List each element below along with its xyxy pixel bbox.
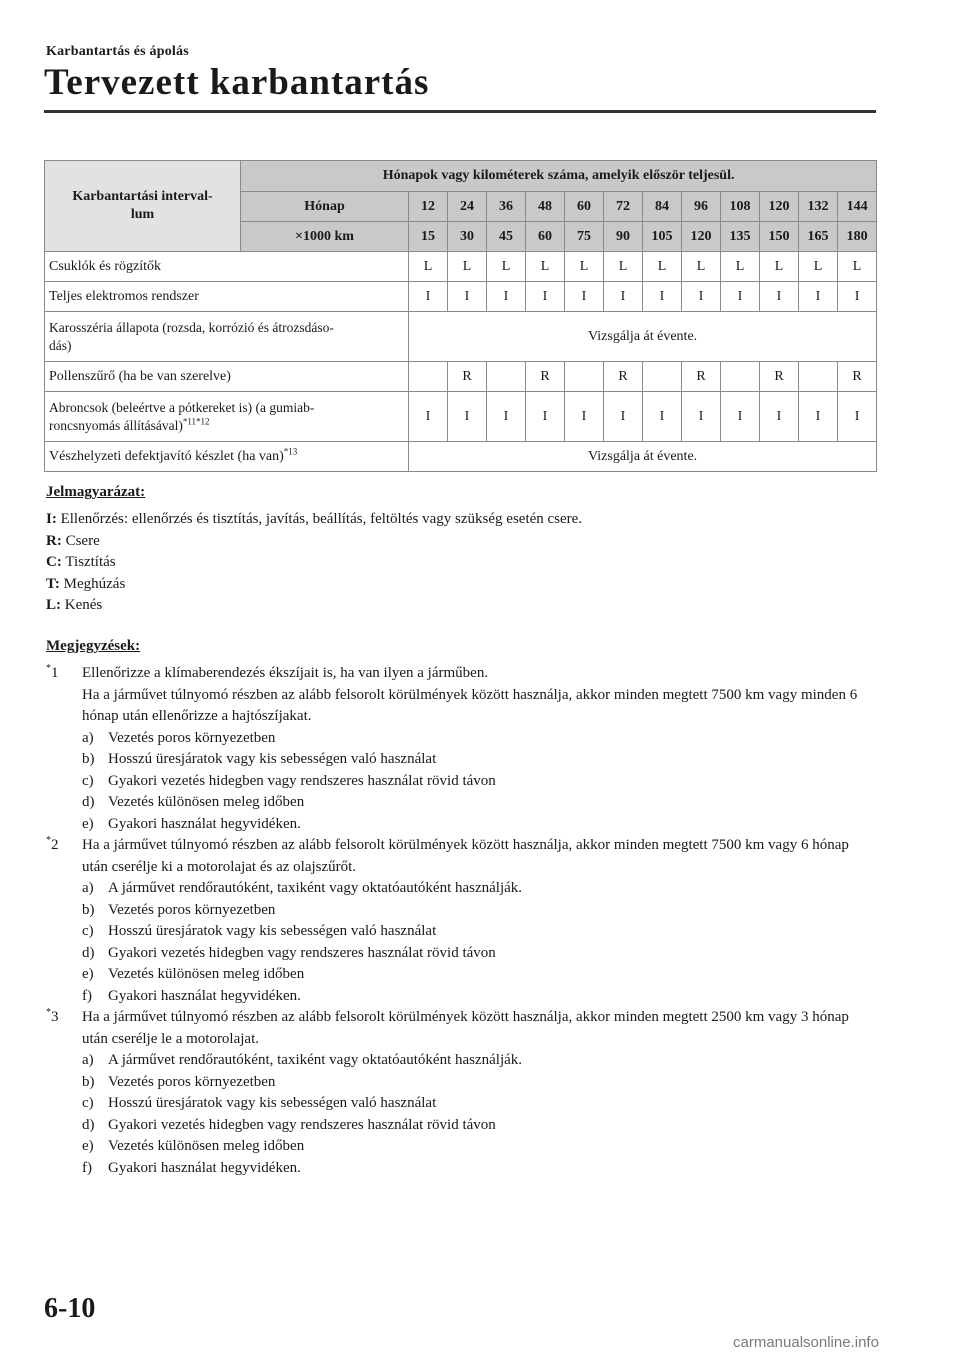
note-number xyxy=(46,835,59,857)
legend-item xyxy=(46,574,876,596)
sub-letter: f) xyxy=(82,1159,92,1176)
row-cell: R xyxy=(760,362,799,392)
note-number xyxy=(46,1007,59,1029)
row-cell: I xyxy=(604,392,643,442)
sub-text: Hosszú üresjáratok vagy kis sebességen való használat xyxy=(108,751,437,767)
km-value: 120 xyxy=(682,222,721,252)
legend-text: Kenés xyxy=(64,597,103,613)
table-row xyxy=(45,252,877,282)
month-value: 84 xyxy=(643,192,682,222)
legend-key: C: xyxy=(46,554,62,570)
km-value: 135 xyxy=(721,222,760,252)
table-row xyxy=(45,392,877,442)
sub-letter: b) xyxy=(82,901,95,918)
km-value: 180 xyxy=(838,222,877,252)
row-cell: I xyxy=(448,392,487,442)
month-value: 12 xyxy=(409,192,448,222)
row-cell: I xyxy=(838,282,877,312)
table-row xyxy=(45,282,877,312)
note-sub-item xyxy=(82,878,876,900)
km-value: 165 xyxy=(799,222,838,252)
note-star: * xyxy=(46,663,51,674)
sub-text: Gyakori használat hegyvidéken. xyxy=(108,815,301,832)
note-sub-item xyxy=(82,1115,876,1137)
row-span-text: Vizsgálja át évente. xyxy=(409,442,877,472)
km-value: 60 xyxy=(526,222,565,252)
footnote-marker: *13 xyxy=(283,445,298,456)
sub-letter: e) xyxy=(82,815,94,832)
row-cell: L xyxy=(799,252,838,282)
row-cell: I xyxy=(643,282,682,312)
sub-letter: d) xyxy=(82,1116,95,1133)
sub-text: Vezetés különösen meleg időben xyxy=(108,1138,305,1154)
legend-text: Ellenőrzés: ellenőrzés és tisztítás, javítás, beállítás, feltöltés vagy szükség esetén csere. xyxy=(60,511,583,527)
interval-top-header: Hónapok vagy kilométerek száma, amelyik először teljesül. xyxy=(241,161,877,192)
note-sub-item xyxy=(82,1158,876,1180)
note-line: Ellenőrizze a klímaberendezés ékszíjait is, ha van ilyen a járműben. xyxy=(82,665,489,681)
month-value: 108 xyxy=(721,192,760,222)
sub-letter: b) xyxy=(82,1073,95,1090)
note-number xyxy=(46,663,59,685)
row-cell: I xyxy=(487,282,526,312)
row-cell xyxy=(565,362,604,392)
sub-text: Vezetés poros környezetben xyxy=(108,729,276,746)
row-label: Karosszéria állapota (rozsda, korrózió és átrozsdáso- dás) xyxy=(45,312,409,362)
row-cell: L xyxy=(526,252,565,282)
month-label: Hónap xyxy=(241,192,409,222)
row-label: Pollenszűrő (ha be van szerelve) xyxy=(45,362,409,392)
row-cell: I xyxy=(682,282,721,312)
km-value: 90 xyxy=(604,222,643,252)
row-cell: I xyxy=(760,392,799,442)
note-sub-item xyxy=(82,771,876,793)
note-line: Ha a járművet túlnyomó részben az alább felsorolt körülmények között használja, akkor minden megtett 7500 km vagy 6 hónap után cserélje ki a motorolajat és az olajszűrőt. xyxy=(82,837,849,875)
sub-letter: a) xyxy=(82,880,94,896)
km-value: 105 xyxy=(643,222,682,252)
sub-letter: a) xyxy=(82,729,94,746)
row-cell: L xyxy=(487,252,526,282)
watermark: carmanualsonline.info xyxy=(733,1334,879,1351)
row-label: Teljes elektromos rendszer xyxy=(45,282,409,312)
row-cell: I xyxy=(721,282,760,312)
note-sub-item xyxy=(82,964,876,986)
row-cell: I xyxy=(448,282,487,312)
sub-text: Vezetés poros környezetben xyxy=(108,1073,276,1090)
month-value: 24 xyxy=(448,192,487,222)
row-cell: L xyxy=(409,252,448,282)
sub-letter: a) xyxy=(82,1052,94,1068)
row-cell xyxy=(721,362,760,392)
km-value: 150 xyxy=(760,222,799,252)
legend-key: T: xyxy=(46,575,60,592)
row-cell: R xyxy=(682,362,721,392)
month-value: 72 xyxy=(604,192,643,222)
note-item xyxy=(46,663,876,835)
sub-letter: c) xyxy=(82,772,94,789)
row-cell: I xyxy=(565,282,604,312)
row-cell: L xyxy=(682,252,721,282)
row-cell: L xyxy=(604,252,643,282)
table-row xyxy=(45,312,877,362)
legend-item xyxy=(46,595,876,617)
note-digit: 1 xyxy=(51,665,59,681)
table-row xyxy=(45,442,877,472)
maintenance-table xyxy=(44,160,877,472)
row-cell: I xyxy=(409,282,448,312)
sub-text: Gyakori vezetés hidegben vagy rendszeres használat rövid távon xyxy=(108,772,496,789)
note-sub-item xyxy=(82,1072,876,1094)
row-cell xyxy=(487,362,526,392)
row-cell: I xyxy=(721,392,760,442)
note-sub-item xyxy=(82,1093,876,1115)
row-cell: I xyxy=(838,392,877,442)
note-sub-item xyxy=(82,986,876,1008)
row-cell: I xyxy=(799,392,838,442)
note-sub-item xyxy=(82,814,876,836)
month-value: 120 xyxy=(760,192,799,222)
note-sub-item xyxy=(82,943,876,965)
sub-text: Gyakori vezetés hidegben vagy rendszeres használat rövid távon xyxy=(108,944,496,961)
row-cell: I xyxy=(799,282,838,312)
note-line: Ha a járművet túlnyomó részben az alább felsorolt körülmények között használja, akkor minden megtett 2500 km vagy 3 hónap után cserélje le a motorolajat. xyxy=(82,1009,849,1047)
month-value: 96 xyxy=(682,192,721,222)
legend xyxy=(46,484,876,617)
section-title: Karbantartás és ápolás xyxy=(46,44,189,59)
row-cell: I xyxy=(526,282,565,312)
km-value: 45 xyxy=(487,222,526,252)
row-cell: L xyxy=(448,252,487,282)
row-label: Vészhelyzeti defektjavító készlet (ha van)$^{*13}$ xyxy=(45,442,409,472)
sub-text: Gyakori vezetés hidegben vagy rendszeres használat rövid távon xyxy=(108,1116,496,1133)
note-sub-item xyxy=(82,749,876,771)
notes-heading: Megjegyzések: xyxy=(46,638,141,654)
sub-text: A járművet rendőrautóként, taxiként vagy oktatóautóként használják. xyxy=(108,1052,523,1068)
row-label: Csuklók és rögzítők xyxy=(45,252,409,282)
legend-heading: Jelmagyarázat: xyxy=(46,484,146,500)
legend-item xyxy=(46,552,876,574)
legend-item xyxy=(46,509,876,531)
legend-text: Meghúzás xyxy=(63,575,126,592)
legend-key: R: xyxy=(46,532,62,549)
month-value: 144 xyxy=(838,192,877,222)
legend-key: I: xyxy=(46,511,57,527)
note-star: * xyxy=(46,835,51,846)
row-cell: I xyxy=(643,392,682,442)
km-value: 30 xyxy=(448,222,487,252)
interval-header: Karbantartási interval- lum xyxy=(45,161,241,252)
note-line: Ha a járművet túlnyomó részben az alább felsorolt körülmények között használja, akkor minden megtett 7500 km vagy minden 6 hónap után ellenőrizze a hajtószíjakat. xyxy=(82,686,858,724)
month-value: 48 xyxy=(526,192,565,222)
note-star: * xyxy=(46,1007,51,1018)
row-cell: L xyxy=(565,252,604,282)
row-cell: L xyxy=(838,252,877,282)
table-body xyxy=(45,252,877,472)
row-cell: L xyxy=(643,252,682,282)
row-cell: I xyxy=(760,282,799,312)
row-cell: I xyxy=(409,392,448,442)
row-cell: R xyxy=(448,362,487,392)
footnote-marker: *11*12 xyxy=(182,416,210,426)
row-cell xyxy=(799,362,838,392)
sub-letter: b) xyxy=(82,751,95,767)
table-row xyxy=(45,362,877,392)
note-digit: 2 xyxy=(51,837,59,853)
sub-text: Vezetés különösen meleg időben xyxy=(108,794,305,810)
km-label: ×1000 km xyxy=(241,222,409,252)
row-cell: I xyxy=(487,392,526,442)
note-sub-item xyxy=(82,1050,876,1072)
sub-letter: f) xyxy=(82,987,92,1004)
sub-text: Hosszú üresjáratok vagy kis sebességen való használat xyxy=(108,1095,437,1111)
note-sub-item xyxy=(82,900,876,922)
row-cell: I xyxy=(604,282,643,312)
legend-text: Csere xyxy=(65,532,100,549)
row-cell xyxy=(409,362,448,392)
km-value: 15 xyxy=(409,222,448,252)
sub-letter: e) xyxy=(82,966,94,982)
legend-key: L: xyxy=(46,597,61,613)
row-span-text: Vizsgálja át évente. xyxy=(409,312,877,362)
note-sub-item xyxy=(82,921,876,943)
month-value: 60 xyxy=(565,192,604,222)
sub-text: Vezetés különösen meleg időben xyxy=(108,966,305,982)
row-cell: L xyxy=(721,252,760,282)
sub-letter: c) xyxy=(82,1095,94,1111)
sub-text: Vezetés poros környezetben xyxy=(108,901,276,918)
legend-item xyxy=(46,531,876,553)
note-sub-item xyxy=(82,792,876,814)
month-value: 132 xyxy=(799,192,838,222)
sub-letter: d) xyxy=(82,794,95,810)
sub-letter: c) xyxy=(82,923,94,939)
km-value: 75 xyxy=(565,222,604,252)
note-digit: 3 xyxy=(51,1009,59,1025)
sub-text: Gyakori használat hegyvidéken. xyxy=(108,987,301,1004)
row-cell: R xyxy=(838,362,877,392)
row-cell xyxy=(643,362,682,392)
sub-text: Hosszú üresjáratok vagy kis sebességen való használat xyxy=(108,923,437,939)
row-cell: R xyxy=(526,362,565,392)
note-item xyxy=(46,835,876,1007)
legend-list xyxy=(46,509,876,617)
row-cell: I xyxy=(682,392,721,442)
month-value: 36 xyxy=(487,192,526,222)
row-cell: L xyxy=(760,252,799,282)
page-title: Tervezett karbantartás xyxy=(44,62,430,103)
row-cell: I xyxy=(526,392,565,442)
legend-text: Tisztítás xyxy=(65,554,116,570)
row-cell: R xyxy=(604,362,643,392)
sub-text: Gyakori használat hegyvidéken. xyxy=(108,1159,301,1176)
notes xyxy=(46,638,876,1179)
sub-letter: e) xyxy=(82,1138,94,1154)
row-cell: I xyxy=(565,392,604,442)
note-sub-item xyxy=(82,1136,876,1158)
notes-list xyxy=(46,663,876,1179)
note-item xyxy=(46,1007,876,1179)
row-label: Abroncsok (beleértve a pótkereket is) (a gumiab- roncsnyomás állításával)$^{*11*12}$ xyxy=(45,392,409,442)
header-rule xyxy=(44,110,876,113)
page-number: 6-10 xyxy=(44,1293,96,1324)
sub-letter: d) xyxy=(82,944,95,961)
sub-text: A járművet rendőrautóként, taxiként vagy oktatóautóként használják. xyxy=(108,880,523,896)
note-sub-item xyxy=(82,728,876,750)
